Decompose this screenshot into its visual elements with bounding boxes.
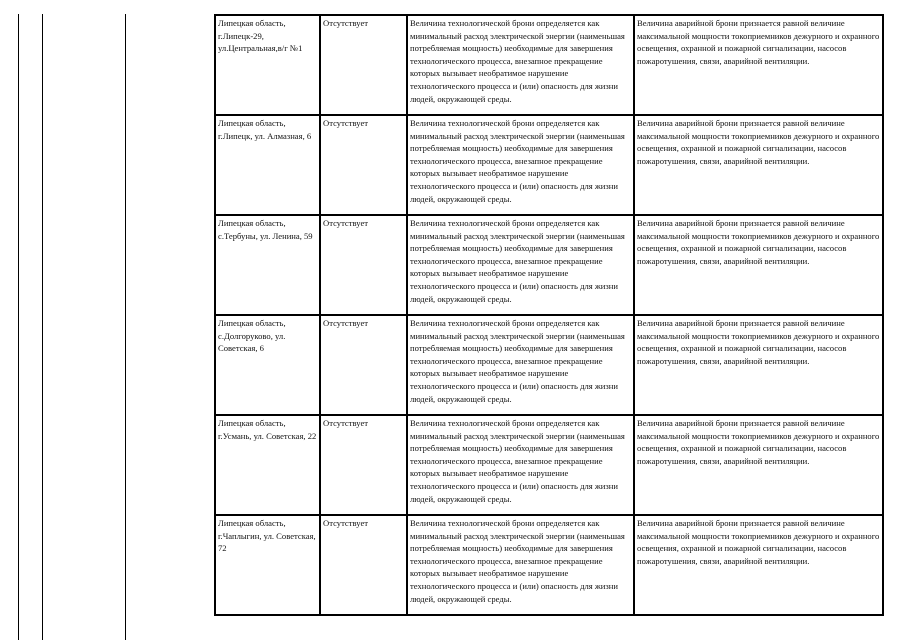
table-row: [215, 215, 883, 315]
status-cell: [320, 215, 407, 315]
emergency-reserve-text: Величина аварийной брони признается равной величине максимальной мощности токоприемников дежурного и охранного освещения, охранной и пожарной сигнализации, насосов пожаротушения, связи, аварийной вентиляции.: [637, 118, 880, 166]
status-cell: [320, 515, 407, 615]
status-text: Отсутствует: [323, 218, 369, 228]
address-cell: [215, 15, 320, 115]
table-row: [215, 415, 883, 515]
tech-reserve-text: Величина технологической брони определяется как минимальный расход электрической энергии (наименьшая потребляемая мощность) необходимые для завершения технологического процесса, внезапное прекращение которых вызывает необратимое нарушение технологического процесса и (или) опасность для жизни людей, окружающей среды.: [410, 318, 625, 404]
emergency-reserve-text: Величина аварийной брони признается равной величине максимальной мощности токоприемников дежурного и охранного освещения, охранной и пожарной сигнализации, насосов пожаротушения, связи, аварийной вентиляции.: [637, 18, 880, 66]
tech-reserve-text: Величина технологической брони определяется как минимальный расход электрической энергии (наименьшая потребляемая мощность) необходимые для завершения технологического процесса, внезапное прекращение которых вызывает необратимое нарушение технологического процесса и (или) опасность для жизни людей, окружающей среды.: [410, 418, 625, 504]
left-column-border-3: [125, 14, 126, 640]
emergency-reserve-cell: [634, 415, 883, 515]
address-cell: [215, 215, 320, 315]
status-text: Отсутствует: [323, 518, 369, 528]
address-text: Липецкая область, г.Усмань, ул. Советская, 22: [218, 418, 317, 441]
address-text: Липецкая область, с.Долгоруково, ул. Советская, 6: [218, 318, 286, 354]
table-row: [215, 515, 883, 615]
status-text: Отсутствует: [323, 318, 369, 328]
emergency-reserve-cell: [634, 515, 883, 615]
tech-reserve-text: Величина технологической брони определяется как минимальный расход электрической энергии (наименьшая потребляемая мощность) необходимые для завершения технологического процесса, внезапное прекращение которых вызывает необратимое нарушение технологического процесса и (или) опасность для жизни людей, окружающей среды.: [410, 18, 625, 104]
tech-reserve-cell: [407, 415, 634, 515]
emergency-reserve-text: Величина аварийной брони признается равной величине максимальной мощности токоприемников дежурного и охранного освещения, охранной и пожарной сигнализации, насосов пожаротушения, связи, аварийной вентиляции.: [637, 518, 880, 566]
reserve-table: [214, 14, 884, 616]
left-column-border-2: [42, 14, 43, 640]
emergency-reserve-text: Величина аварийной брони признается равной величине максимальной мощности токоприемников дежурного и охранного освещения, охранной и пожарной сигнализации, насосов пожаротушения, связи, аварийной вентиляции.: [637, 318, 880, 366]
address-cell: [215, 115, 320, 215]
emergency-reserve-cell: [634, 15, 883, 115]
address-text: Липецкая область, г.Липецк-29, ул.Центральная,в/г №1: [218, 18, 303, 54]
address-text: Липецкая область, г.Липецк, ул. Алмазная, 6: [218, 118, 312, 141]
address-cell: [215, 515, 320, 615]
status-text: Отсутствует: [323, 18, 369, 28]
status-text: Отсутствует: [323, 118, 369, 128]
address-cell: [215, 315, 320, 415]
emergency-reserve-cell: [634, 315, 883, 415]
table-row: [215, 315, 883, 415]
status-text: Отсутствует: [323, 418, 369, 428]
status-cell: [320, 415, 407, 515]
emergency-reserve-cell: [634, 215, 883, 315]
status-cell: [320, 115, 407, 215]
tech-reserve-cell: [407, 115, 634, 215]
status-cell: [320, 15, 407, 115]
tech-reserve-cell: [407, 15, 634, 115]
tech-reserve-text: Величина технологической брони определяется как минимальный расход электрической энергии (наименьшая потребляемая мощность) необходимые для завершения технологического процесса, внезапное прекращение которых вызывает необратимое нарушение технологического процесса и (или) опасность для жизни людей, окружающей среды.: [410, 218, 625, 304]
emergency-reserve-cell: [634, 115, 883, 215]
tech-reserve-cell: [407, 515, 634, 615]
emergency-reserve-text: Величина аварийной брони признается равной величине максимальной мощности токоприемников дежурного и охранного освещения, охранной и пожарной сигнализации, насосов пожаротушения, связи, аварийной вентиляции.: [637, 418, 880, 466]
table-row: [215, 15, 883, 115]
tech-reserve-cell: [407, 315, 634, 415]
tech-reserve-cell: [407, 215, 634, 315]
address-text: Липецкая область, с.Тербуны, ул. Ленина, 59: [218, 218, 313, 241]
left-column-border-1: [18, 14, 19, 640]
table-row: [215, 115, 883, 215]
emergency-reserve-text: Величина аварийной брони признается равной величине максимальной мощности токоприемников дежурного и охранного освещения, охранной и пожарной сигнализации, насосов пожаротушения, связи, аварийной вентиляции.: [637, 218, 880, 266]
status-cell: [320, 315, 407, 415]
address-cell: [215, 415, 320, 515]
tech-reserve-text: Величина технологической брони определяется как минимальный расход электрической энергии (наименьшая потребляемая мощность) необходимые для завершения технологического процесса, внезапное прекращение которых вызывает необратимое нарушение технологического процесса и (или) опасность для жизни людей, окружающей среды.: [410, 118, 625, 204]
tech-reserve-text: Величина технологической брони определяется как минимальный расход электрической энергии (наименьшая потребляемая мощность) необходимые для завершения технологического процесса, внезапное прекращение которых вызывает необратимое нарушение технологического процесса и (или) опасность для жизни людей, окружающей среды.: [410, 518, 625, 604]
address-text: Липецкая область, г.Чаплыгин, ул. Советская, 72: [218, 518, 316, 554]
